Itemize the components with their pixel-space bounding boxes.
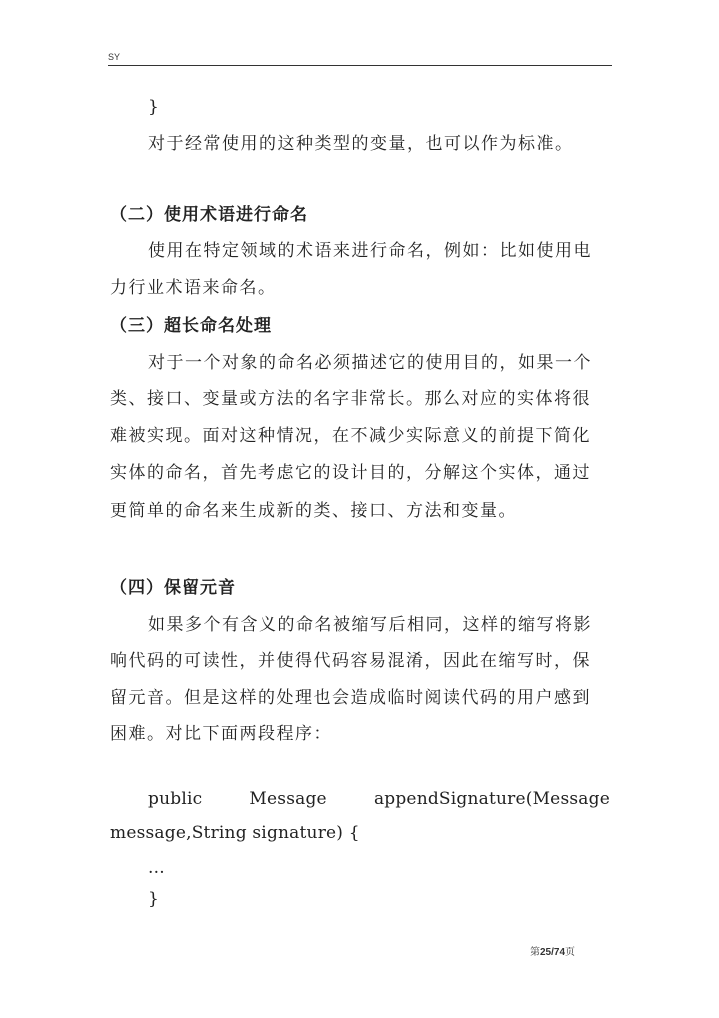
code-line: message,String signature) { bbox=[110, 823, 360, 843]
code-token: public bbox=[148, 789, 203, 809]
page-number-current: 25 bbox=[540, 947, 552, 958]
section-heading: （三）超长命名处理 bbox=[110, 316, 272, 336]
code-token: appendSignature(Message bbox=[373, 789, 610, 809]
paragraph-line: 使用在特定领域的术语来进行命名，例如：比如使用电 bbox=[148, 241, 592, 261]
paragraph-line: 更简单的命名来生成新的类、接口、方法和变量。 bbox=[110, 501, 517, 521]
page-number-prefix: 第 bbox=[530, 947, 540, 958]
paragraph-line: 对于经常使用的这种类型的变量，也可以作为标准。 bbox=[148, 134, 574, 154]
paragraph-line: 响代码的可读性，并使得代码容易混淆，因此在缩写时，保 bbox=[110, 651, 591, 671]
page-number-total: 74 bbox=[553, 947, 566, 958]
closing-brace: } bbox=[148, 97, 161, 117]
section-heading: （四）保留元音 bbox=[110, 578, 236, 598]
paragraph-line: 如果多个有含义的命名被缩写后相同，这样的缩写将影 bbox=[148, 615, 592, 635]
paragraph-line: 力行业术语来命名。 bbox=[110, 278, 277, 298]
paragraph-line: 留元音。但是这样的处理也会造成临时阅读代码的用户感到 bbox=[110, 688, 591, 708]
code-line: ... bbox=[148, 858, 165, 878]
paragraph-line: 类、接口、变量或方法的名字非常长。那么对应的实体将很 bbox=[110, 389, 591, 409]
code-line: } bbox=[148, 889, 160, 909]
section-heading: （二）使用术语进行命名 bbox=[110, 205, 308, 225]
code-line bbox=[148, 787, 610, 811]
paragraph-line: 实体的命名，首先考虑它的设计目的，分解这个实体，通过 bbox=[110, 463, 591, 483]
header-rule bbox=[108, 65, 612, 66]
paragraph-line: 困难。对比下面两段程序： bbox=[110, 724, 332, 744]
paragraph-line: 难被实现。面对这种情况，在不减少实际意义的前提下简化 bbox=[110, 426, 591, 446]
page-number bbox=[530, 943, 575, 958]
header-label: SY bbox=[108, 52, 121, 62]
page-number-separator: / bbox=[551, 947, 554, 958]
paragraph-line: 对于一个对象的命名必须描述它的使用目的，如果一个 bbox=[148, 353, 592, 373]
page-number-suffix: 页 bbox=[565, 947, 576, 958]
code-token: Message bbox=[249, 789, 327, 809]
